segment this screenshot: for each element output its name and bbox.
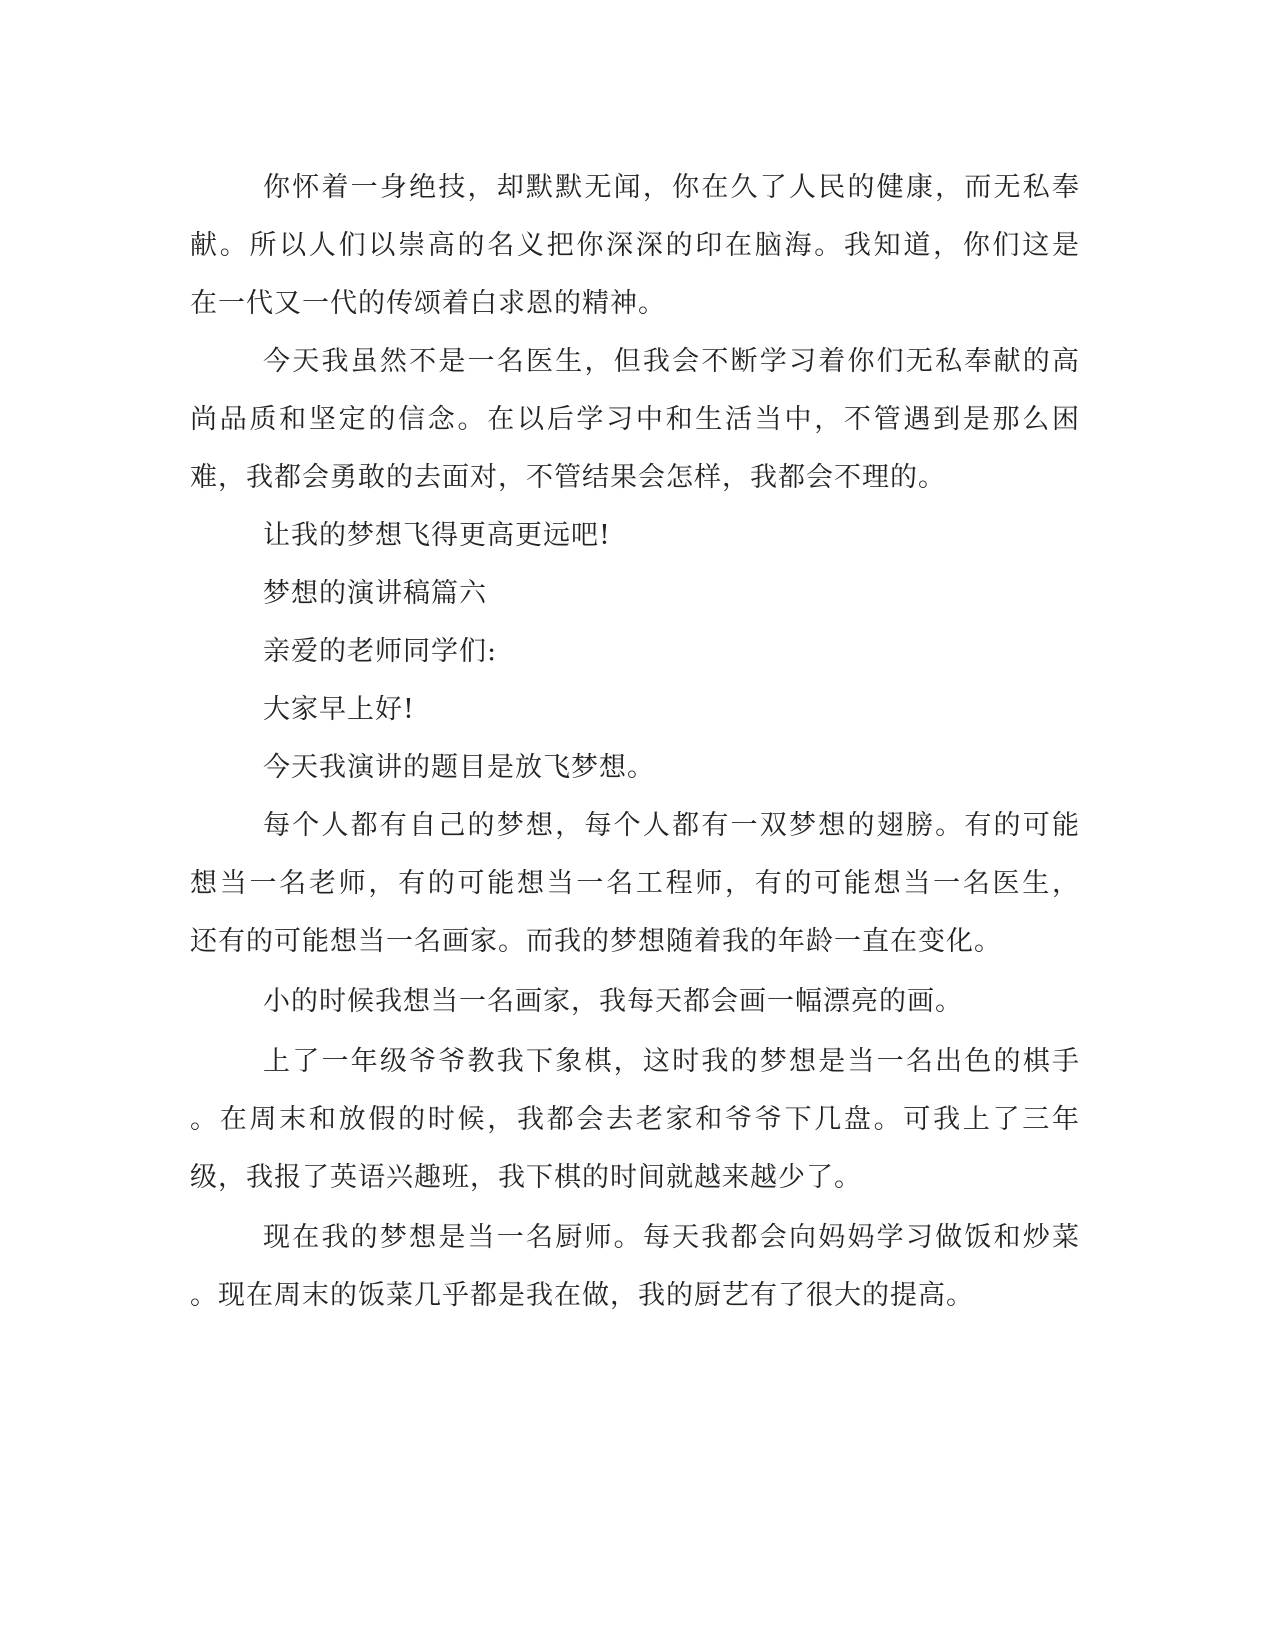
text-line: 还有的可能想当一名画家。而我的梦想随着我的年龄一直在变化。: [190, 926, 1002, 957]
text-line: 想当一名老师，有的可能想当一名工程师，有的可能想当一名医生，: [190, 868, 1080, 899]
text-line: 今天我虽然不是一名医生，但我会不断学习着你们无私奉献的高: [263, 346, 1080, 377]
text-line: 你怀着一身绝技，却默默无闻，你在久了人民的健康，而无私奉: [263, 172, 1080, 203]
salutation: 亲爱的老师同学们:: [263, 636, 498, 667]
text-line: 每个人都有自己的梦想，每个人都有一双梦想的翅膀。有的可能: [263, 810, 1080, 841]
text-line: 现在我的梦想是当一名厨师。每天我都会向妈妈学习做饭和炒菜: [263, 1222, 1080, 1253]
text-line: 让我的梦想飞得更高更远吧!: [263, 520, 611, 551]
text-line: 级，我报了英语兴趣班，我下棋的时间就越来越少了。: [190, 1162, 862, 1193]
text-line: 。在周末和放假的时候，我都会去老家和爷爷下几盘。可我上了三年: [190, 1104, 1080, 1135]
greeting: 大家早上好!: [263, 694, 415, 725]
text-line: 上了一年级爷爷教我下象棋，这时我的梦想是当一名出色的棋手: [263, 1046, 1080, 1077]
text-line: 难，我都会勇敢的去面对，不管结果会怎样，我都会不理的。: [190, 462, 946, 493]
text-line: 在一代又一代的传颂着白求恩的精神。: [190, 288, 666, 319]
text-line: 小的时候我想当一名画家，我每天都会画一幅漂亮的画。: [263, 986, 963, 1017]
section-heading: 梦想的演讲稿篇六: [263, 578, 487, 609]
text-line: 献。所以人们以崇高的名义把你深深的印在脑海。我知道，你们这是: [190, 230, 1080, 261]
text-line: 今天我演讲的题目是放飞梦想。: [263, 752, 655, 783]
text-line: 。现在周末的饭菜几乎都是我在做，我的厨艺有了很大的提高。: [190, 1280, 974, 1311]
text-line: 尚品质和坚定的信念。在以后学习中和生活当中，不管遇到是那么困: [190, 404, 1080, 435]
